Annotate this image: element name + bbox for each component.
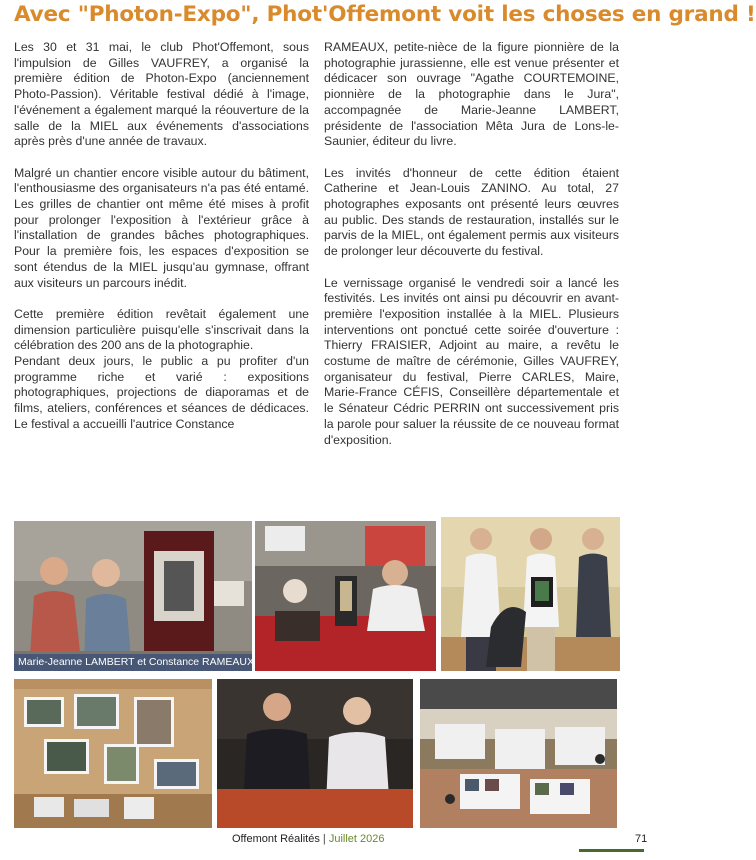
photo-three-men-award [441,517,620,671]
photo-exhibition-hall [420,679,617,828]
page-number: 71 [635,833,648,845]
paragraph: Pendant deux jours, le public a pu profiter d'un programme riche et varié : expositions photographiques, projections de diaporamas et de films, ateliers, conférences et séances de dédicaces. Le festival a accueilli l'autrice Constance [14,354,309,431]
footer-separator: | [322,833,326,845]
article-title: Avec "Photon-Expo", Phot'Offemont voit les choses en grand ! [14,2,756,27]
photo-author-signing [255,521,436,671]
paragraph: Cette première édition revêtait également une dimension particulière puisqu'elle s'inscrivait dans la célébration des 200 ans de la photographie. [14,306,309,353]
page-footer [0,832,671,852]
issue-date: Juillet 2026 [328,833,385,845]
article-column-right [324,40,619,464]
paragraph: Les invités d'honneur de cette édition étaient Catherine et Jean-Louis ZANINO. Au total, 27 photographes exposants ont présenté leurs œuvres au public. Des stands de restauration, installés sur le parvis de la MIEL, ont également permis aux visiteurs de prolonger leur découverte du festival. [324,165,619,259]
paragraph: Malgré un chantier encore visible autour du bâtiment, l'enthousiasme des organisateurs n'a pas été entamé. Les grilles de chantier ont même été mises à profit pour prolonger l'exposition à l'extérieur grâce à l'installation de grandes bâches photographiques. Pour la première fois, les espaces d'exposition se sont étendus de la MIEL jusqu'au gymnase, offrant aux visiteurs un parcours inédit. [14,165,309,290]
photo-women-exhibit [14,521,252,671]
footer-publication [232,832,384,846]
paragraph: Le vernissage organisé le vendredi soir a lancé les festivités. Les invités ont ainsi pu découvrir en avant-première l'exposition installée à la MIEL. Plusieurs interventions ont ponctué cette soirée d'ouverture : Thierry FRAISIER, Adjoint au maire, a revêtu le costume de maître de cérémonie, Gilles VAUFREY, organisateur du festival, Pierre CARLES, Maire, Marie-France CÉFIS, Conseillère départementale et le Sénateur Cédric PERRIN ont successivement pris la parole pour saluer la réussite de ce nouveau format d'exposition. [324,275,619,447]
photo-speakers [217,679,413,828]
magazine-name: Offemont Réalités [232,833,320,845]
paragraph: RAMEAUX, petite-nièce de la figure pionnière de la photographie jurassienne, elle est venue présenter et dédicacer son ouvrage "Agathe COURTEMOINE, pionnière de la photographie dans le Jura", accompagnée de Marie-Jeanne LAMBERT, présidente de l'association Mêta Jura de Lons-le-Saunier, éditeur du livre. [324,40,619,149]
footer-accent-line [579,849,644,852]
paragraph: Les 30 et 31 mai, le club Phot'Offemont, sous l'impulsion de Gilles VAUFREY, a organisé la première édition de Photon-Expo (anciennement Photo-Passion). Véritable festival dédié à l'image, l'événement a également marqué la réouverture de la salle de la MIEL aux événements d'associations après près d'une année de travaux. [14,40,309,149]
photo-caption: Marie-Jeanne LAMBERT et Constance RAMEAUX [14,654,252,671]
photo-exhibition-wall [14,679,212,828]
article-column-left [14,40,309,448]
